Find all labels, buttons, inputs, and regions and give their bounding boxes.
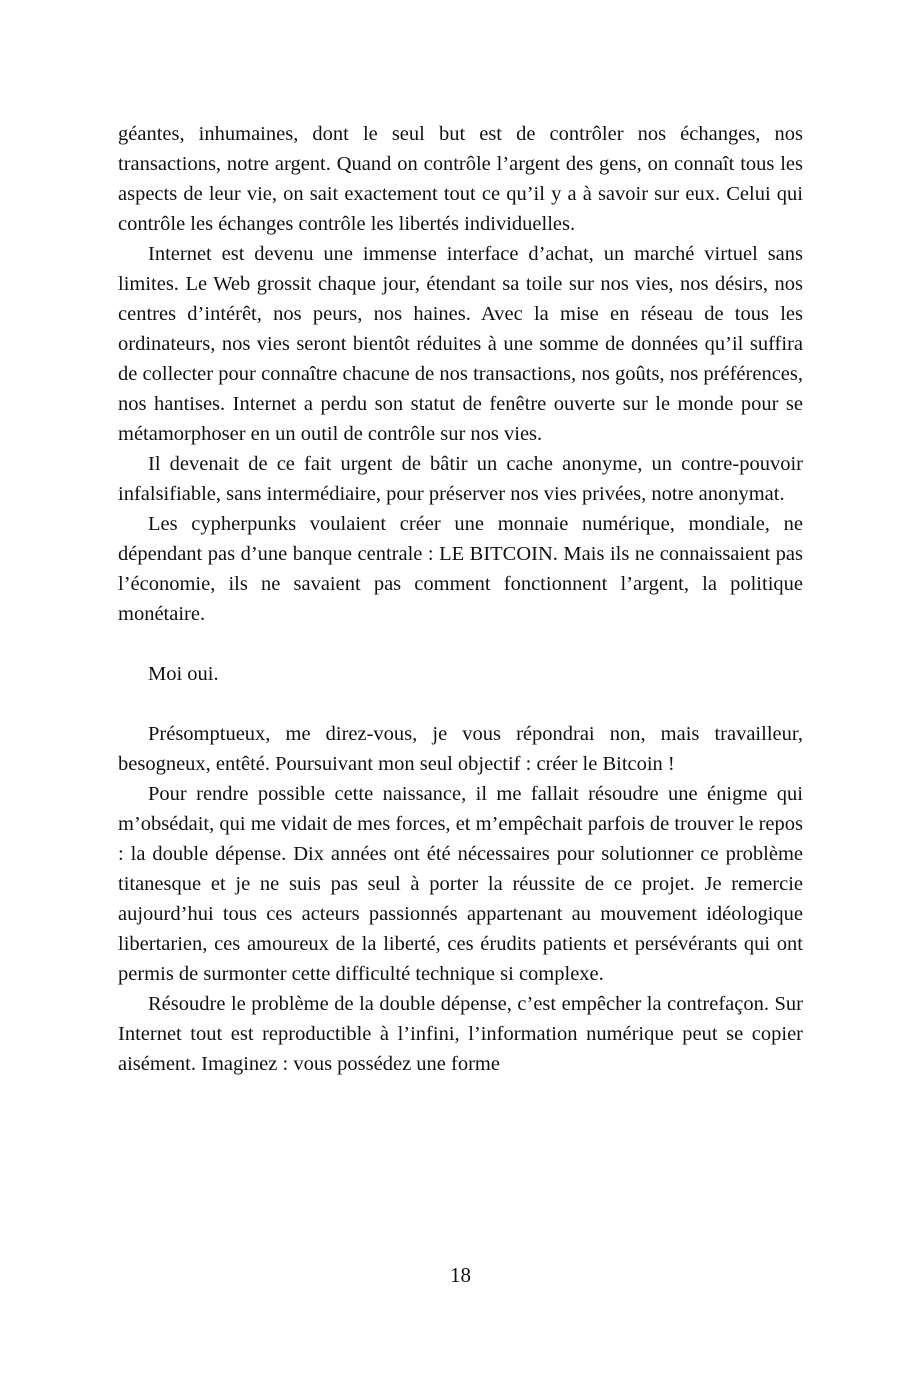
paragraph-continuation: géantes, inhumaines, dont le seul but est de contrôler nos échanges, nos transactions, notre argent. Quand on contrôle l’argent des gens, on connaît tous les aspects de leur vie, on sait exactement tout ce qu’il y a à savoir sur eux. Celui qui contrôle les échanges contrôle les libertés individuelles. bbox=[118, 123, 803, 235]
paragraph: Internet est devenu une immense interface d’achat, un marché virtuel sans limites. Le Web grossit chaque jour, étendant sa toile sur nos vies, nos désirs, nos centres d’intérêt, nos peurs, nos haines. Avec la mise en réseau de tous les ordinateurs, nos vies seront bientôt réduites à une somme de données qu’il suffira de collecter pour connaître chacune de nos transactions, nos goûts, nos préférences, nos hantises. Internet a perdu son statut de fenêtre ouverte sur le monde pour se métamorphoser en un outil de contrôle sur nos vies. bbox=[118, 243, 803, 445]
paragraph: Il devenait de ce fait urgent de bâtir un cache anonyme, un contre-pouvoir infalsifiable, sans intermédiaire, pour préserver nos vies privées, notre anonymat. bbox=[118, 453, 803, 505]
page-number: 18 bbox=[450, 1263, 471, 1287]
page-body bbox=[118, 119, 803, 1079]
paragraph: Pour rendre possible cette naissance, il me fallait résoudre une énigme qui m’obsédait, qui me vidait de mes forces, et m’empêchait parfois de trouver le repos : la double dépense. Dix années ont été nécessaires pour solutionner ce problème titanesque et je ne suis pas seul à porter la réussite de ce projet. Je remercie aujourd’hui tous ces acteurs passionnés appartenant au mouvement idéologique libertarien, ces amoureux de la liberté, ces érudits patients et persévérants qui ont permis de surmonter cette difficulté technique si complexe. bbox=[118, 783, 803, 985]
paragraph-short: Moi oui. bbox=[148, 663, 219, 685]
paragraph: Les cypherpunks voulaient créer une monnaie numérique, mondiale, ne dépendant pas d’une banque centrale : LE BITCOIN. Mais ils ne connaissaient pas l’économie, ils ne savaient pas comment fonctionnent l’argent, la politique monétaire. bbox=[118, 513, 803, 625]
paragraph: Présomptueux, me direz-vous, je vous répondrai non, mais travailleur, besogneux, entêté. Poursuivant mon seul objectif : créer le Bitcoin ! bbox=[118, 723, 803, 775]
paragraph: Résoudre le problème de la double dépense, c’est empêcher la contrefaçon. Sur Internet tout est reproductible à l’infini, l’information numérique peut se copier aisément. Imaginez : vous possédez une forme bbox=[118, 993, 803, 1075]
